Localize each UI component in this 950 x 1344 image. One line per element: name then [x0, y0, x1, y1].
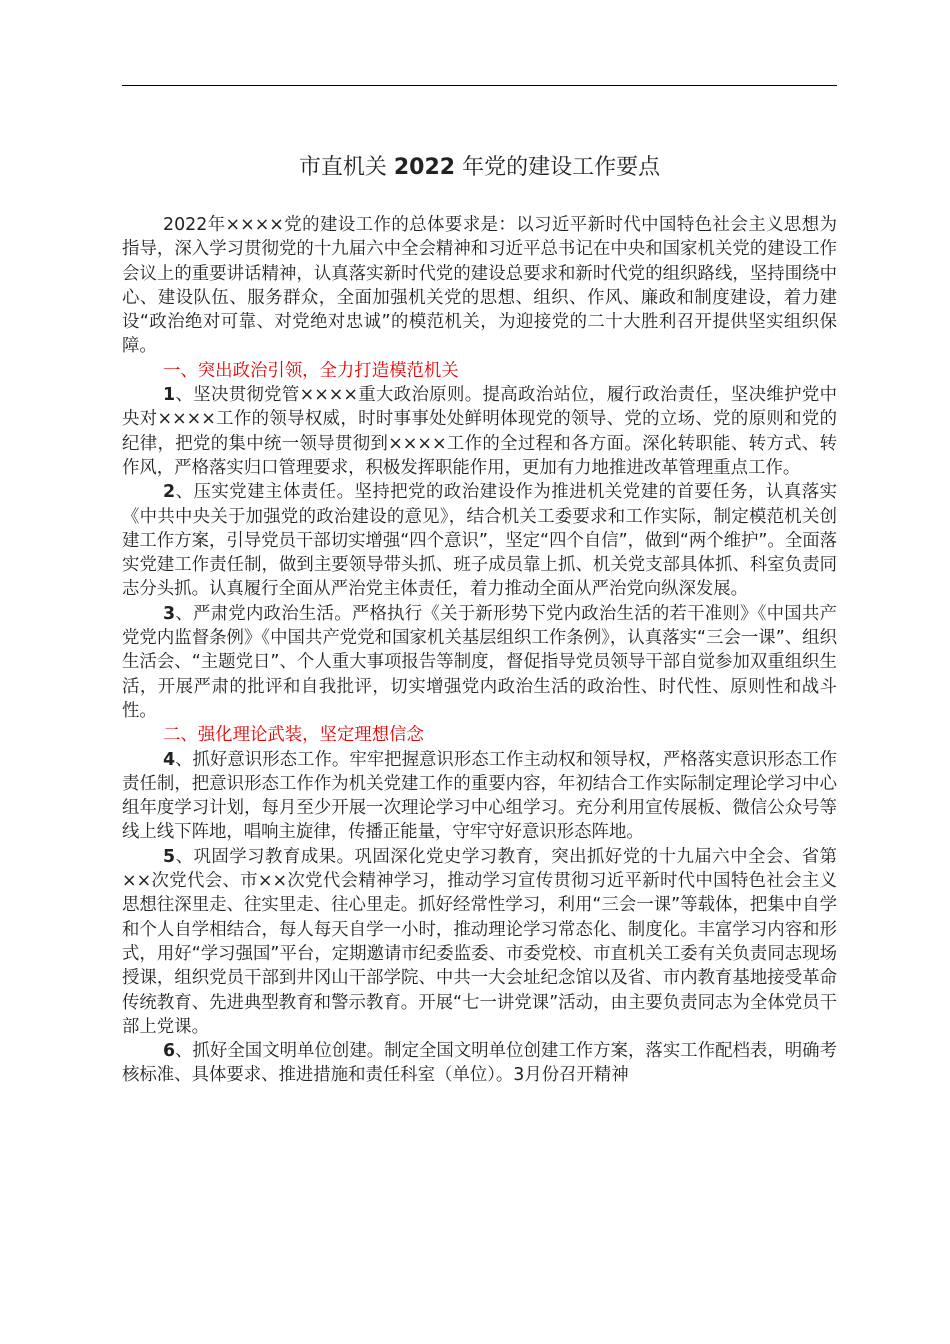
- section-heading-2: 二、强化理论武装，坚定理想信念: [163, 725, 424, 746]
- item-4-text: 、抓好意识形态工作。牢牢把握意识形态工作主动权和领导权，严格落实意识形态工作责任制，把意识形态工作作为机关党建工作的重要内容，年初结合工作实际制定理论学习中心组年度学习计划，每月至少开展一次理论学习中心组学习。充分利用宣传展板、微信公众号等线上线下阵地，唱响主旋律，传播正能量，守牢守好意识形态阵地。: [122, 749, 837, 843]
- title-prefix: 市直机关: [298, 155, 387, 180]
- intro-paragraph: 2022年××××党的建设工作的总体要求是：以习近平新时代中国特色社会主义思想为指导，深入学习贯彻党的十九届六中全会精神和习近平总书记在中央和国家机关党的建设工作会议上的重要讲话精神，认真落实新时代党的建设总要求和新时代党的组织路线，坚持围绕中心、建设队伍、服务群众，全面加强机关党的思想、组织、作风、廉政和制度建设，着力建设“政治绝对可靠、对党绝对忠诚”的模范机关，为迎接党的二十大胜利召开提供坚实组织保障。: [122, 215, 837, 357]
- item-2-number: 2: [163, 482, 176, 503]
- item-3-paragraph: [122, 602, 837, 723]
- item-3-number: 3: [163, 603, 176, 624]
- header-rule: [122, 85, 837, 86]
- document-body: [122, 213, 837, 1088]
- item-6-number: 6: [163, 1041, 176, 1062]
- item-4-number: 4: [163, 749, 176, 770]
- item-5-text: 、巩固学习教育成果。巩固深化党史学习教育，突出抓好党的十九届六中全会、省第××次党代会、市××次党代会精神学习，推动学习宣传贯彻习近平新时代中国特色社会主义思想往深里走、往实里走、往心里走。抓好经常性学习，利用“三会一课”等载体，把集中自学和个人自学相结合，每人每天自学一小时，推动理论学习常态化、制度化。丰富学习内容和形式，用好“学习强国”平台，定期邀请市纪委监委、市委党校、市直机关工委有关负责同志现场授课，组织党员干部到井冈山干部学院、中共一大会址纪念馆以及省、市内教育基地接受革命传统教育、先进典型教育和警示教育。开展“七一讲党课”活动，由主要负责同志为全体党员干部上党课。: [122, 846, 837, 1037]
- item-1-text: 、坚决贯彻党管××××重大政治原则。提高政治站位，履行政治责任，坚决维护党中央对××××工作的领导权威，时时事事处处鲜明体现党的领导、党的立场、党的原则和党的纪律，把党的集中统一领导贯彻到××××工作的全过程和各方面。深化转职能、转方式、转作风，严格落实归口管理要求，积极发挥职能作用，更加有力地推进改革管理重点工作。: [122, 385, 837, 478]
- item-3-text: 、严肃党内政治生活。严格执行《关于新形势下党内政治生活的若干准则》《中国共产党党内监督条例》《中国共产党党和国家机关基层组织工作条例》，认真落实“三会一课”、组织生活会、“主题党日”、个人重大事项报告等制度，督促指导党员领导干部自觉参加双重组织生活，开展严肃的批评和自我批评，切实增强党内政治生活的政治性、时代性、原则性和战斗性。: [122, 603, 837, 721]
- title-year: 2022: [393, 155, 456, 180]
- item-6-text: 、抓好全国文明单位创建。制定全国文明单位创建工作方案，落实工作配档表，明确考核标准、具体要求、推进措施和责任科室（单位）。3月份召开精神: [122, 1041, 837, 1086]
- item-6-paragraph: [122, 1039, 837, 1088]
- item-5-paragraph: [122, 845, 837, 1039]
- section-heading-1: 一、突出政治引领，全力打造模范机关: [163, 360, 459, 381]
- document-title: [122, 150, 837, 186]
- item-5-number: 5: [163, 846, 176, 867]
- item-4-paragraph: [122, 748, 837, 845]
- title-suffix: 年党的建设工作要点: [462, 155, 661, 180]
- item-1-number: 1: [163, 385, 176, 406]
- item-2-paragraph: [122, 480, 837, 601]
- item-2-text: 、压实党建主体责任。坚持把党的政治建设作为推进机关党建的首要任务，认真落实《中共中央关于加强党的政治建设的意见》，结合机关工委要求和工作实际，制定模范机关创建工作方案，引导党员干部切实增强“四个意识”，坚定“四个自信”，做到“两个维护”。全面落实党建工作责任制，做到主要领导带头抓、班子成员靠上抓、机关党支部具体抓、科室负责同志分头抓。认真履行全面从严治党主体责任，着力推动全面从严治党向纵深发展。: [122, 482, 837, 600]
- item-1-paragraph: [122, 383, 837, 480]
